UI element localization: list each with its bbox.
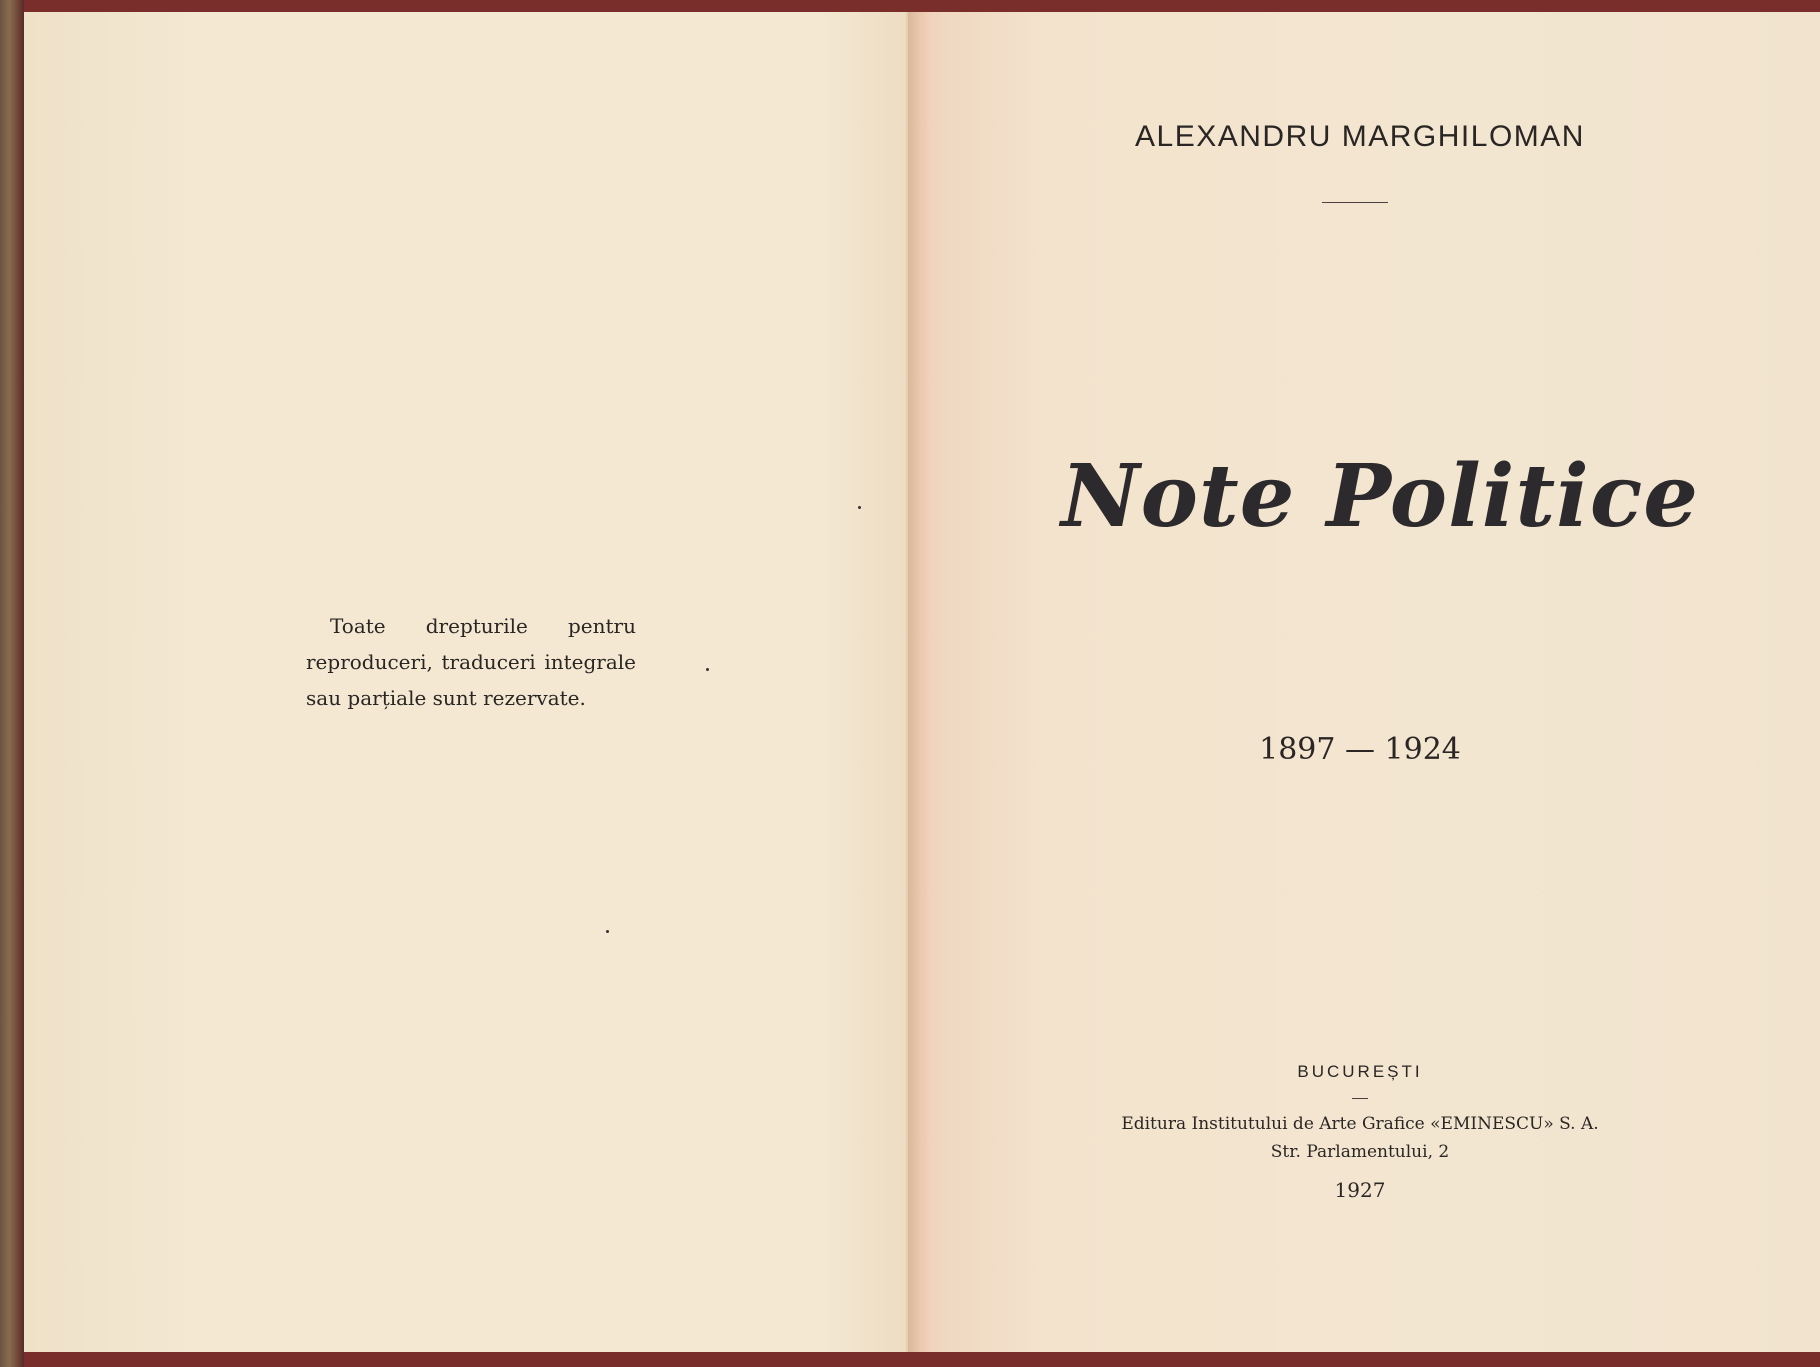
author-name: ALEXANDRU MARGHILOMAN — [1135, 120, 1585, 153]
cover-bottom-edge — [24, 1352, 1820, 1367]
author-divider — [1322, 202, 1388, 203]
paper-speck — [606, 930, 609, 933]
publication-city: BUCUREȘTI — [1297, 1062, 1423, 1081]
paper-speck — [706, 668, 709, 671]
cover-top-edge — [24, 0, 1820, 12]
publisher-line: Editura Institutului de Arte Grafice «EMINESCU» S. A. — [1121, 1114, 1599, 1134]
publication-year: 1927 — [1334, 1178, 1386, 1202]
book-title: Note Politice — [1061, 446, 1699, 547]
year-range: 1897 — 1924 — [1259, 732, 1461, 767]
city-divider — [1352, 1098, 1368, 1099]
publisher-address: Str. Parlamentului, 2 — [1270, 1142, 1450, 1162]
paper-speck — [858, 506, 861, 509]
book-gutter — [908, 12, 946, 1352]
rights-notice: Toate drepturile pentru reproduceri, traduceri integrale sau parțiale sunt rezervate. — [306, 614, 636, 710]
cover-left-edge — [0, 0, 24, 1367]
